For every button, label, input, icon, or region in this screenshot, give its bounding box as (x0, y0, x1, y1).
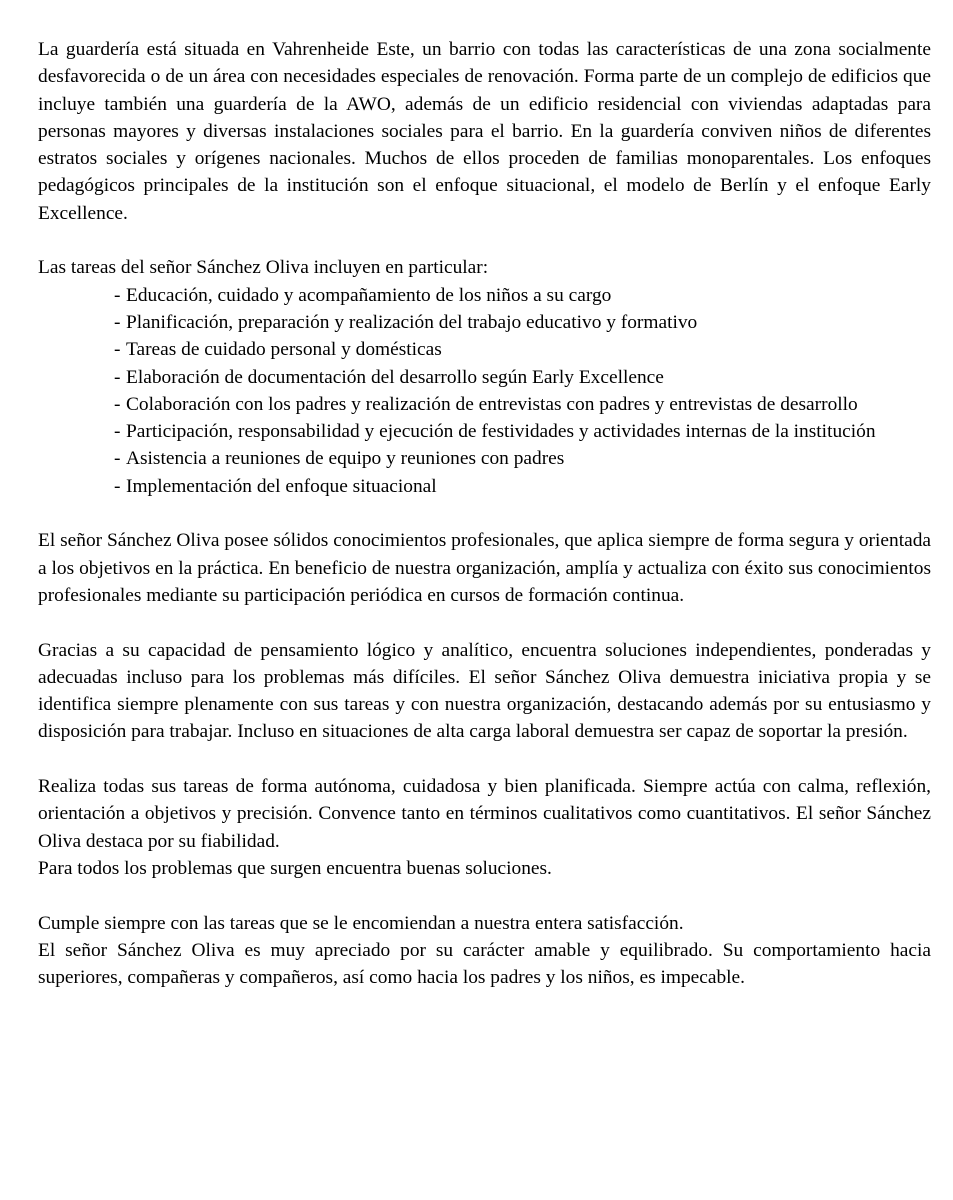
task-item: - Elaboración de documentación del desarrollo según Early Excellence (114, 364, 931, 391)
paragraph-work-style: Realiza todas sus tareas de forma autónoma, cuidadosa y bien planificada. Siempre actúa con calma, reflexión, orientación a objetivos y precisión. Convence tanto en términos cualitativos como cuantitativos. El señor Sánchez Oliva destaca por su fiabilidad. (38, 776, 931, 852)
task-item: - Tareas de cuidado personal y domésticas (114, 336, 931, 363)
paragraph-conduct: El señor Sánchez Oliva es muy apreciado por su carácter amable y equilibrado. Su comportamiento hacia superiores, compañeras y compañeros, así como hacia los padres y los niños, es impecable. (38, 939, 931, 989)
paragraph-solutions: Para todos los problemas que surgen encuentra buenas soluciones. (38, 857, 552, 879)
paragraph-thinking: Gracias a su capacidad de pensamiento lógico y analítico, encuentra soluciones independientes, ponderadas y adecuadas incluso para los problemas más difíciles. El señor Sánchez Oliva demuestra iniciativa propia y se identifica siempre plenamente con sus tareas y con nuestra organización, destacando además por su entusiasmo y disposición para trabajar. Incluso en situaciones de alta carga laboral demuestra ser capaz de soportar la presión. (38, 639, 931, 743)
task-item: - Asistencia a reuniones de equipo y reuniones con padres (114, 445, 931, 472)
spacer (38, 227, 931, 254)
paragraph-institution: La guardería está situada en Vahrenheide Este, un barrio con todas las características de una zona socialmente desfavorecida o de un área con necesidades especiales de renovación. Forma parte de un complejo de edificios que incluye también una guardería de la AWO, además de un edificio residencial con viviendas adaptadas para personas mayores y diversas instalaciones sociales para el barrio. En la guardería conviven niños de diferentes estratos sociales y orígenes nacionales. Muchos de ellos proceden de familias monoparentales. Los enfoques pedagógicos principales de la institución son el enfoque situacional, el modelo de Berlín y el enfoque Early Excellence. (38, 39, 931, 224)
spacer (38, 746, 931, 773)
task-list (38, 282, 931, 500)
task-item: - Planificación, preparación y realización del trabajo educativo y formativo (114, 309, 931, 336)
paragraph-knowledge: El señor Sánchez Oliva posee sólidos conocimientos profesionales, que aplica siempre de forma segura y orientada a los objetivos en la práctica. En beneficio de nuestra organización, amplía y actualiza con éxito sus conocimientos profesionales mediante su participación periódica en cursos de formación continua. (38, 530, 931, 606)
spacer (38, 609, 931, 636)
task-item: - Implementación del enfoque situacional (114, 473, 931, 500)
spacer (38, 882, 931, 909)
task-item: - Educación, cuidado y acompañamiento de los niños a su cargo (114, 282, 931, 309)
spacer (38, 500, 931, 527)
paragraph-satisfaction: Cumple siempre con las tareas que se le encomiendan a nuestra entera satisfacción. (38, 912, 684, 934)
task-item: - Participación, responsabilidad y ejecución de festividades y actividades internas de la institución (114, 418, 931, 445)
tasks-intro: Las tareas del señor Sánchez Oliva incluyen en particular: (38, 257, 489, 279)
task-item: - Colaboración con los padres y realización de entrevistas con padres y entrevistas de desarrollo (114, 391, 931, 418)
